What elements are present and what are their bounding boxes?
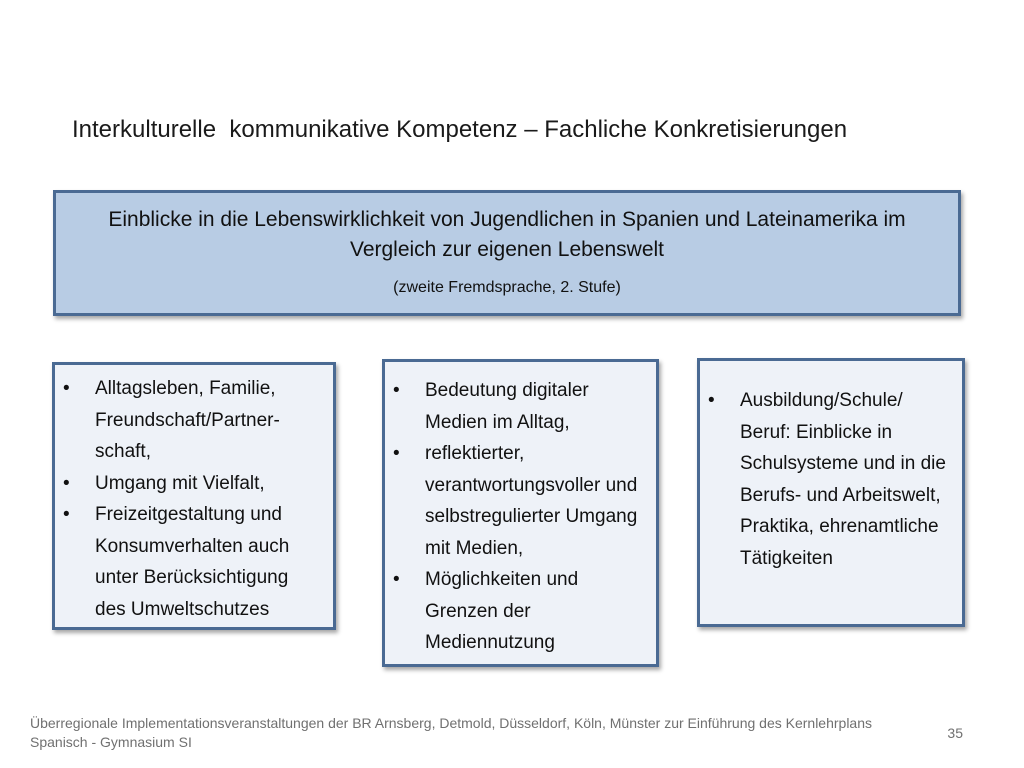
bullet-point: • — [63, 504, 70, 525]
list-item — [55, 373, 321, 468]
content-card-3 — [697, 358, 965, 627]
list-item-text: Möglichkeiten und Grenzen der Mediennutzung — [425, 569, 579, 653]
content-card-1 — [52, 362, 336, 630]
list-item — [55, 468, 321, 500]
topic-header-box — [53, 190, 961, 316]
slide-title: Interkulturelle kommunikative Kompetenz – Fachliche Konkretisierungen — [72, 116, 848, 143]
list-item-text: Umgang mit Vielfalt, — [95, 472, 265, 494]
list-item — [385, 438, 646, 564]
list-item-text: Alltagsleben, Familie, Freundschaft/Partner-schaft, — [95, 378, 280, 462]
bullet-list-2 — [385, 375, 646, 659]
list-item — [385, 375, 646, 438]
page-number: 35 — [947, 725, 963, 741]
list-item-text: reflektierter, verantwortungsvoller und selbstregulierter Umgang mit Medien, — [425, 443, 638, 559]
bullet-point: • — [393, 569, 400, 590]
bullet-point: • — [393, 380, 400, 401]
topic-header-text: Einblicke in die Lebenswirklichkeit von Jugendlichen in Spanien und Lateinamerika im Vergleich zur eigenen Lebenswelt — [108, 208, 906, 261]
bullet-point: • — [63, 472, 70, 494]
bullet-list-3 — [700, 385, 950, 574]
list-item — [55, 499, 321, 625]
bullet-point: • — [708, 390, 715, 411]
list-item — [700, 385, 950, 574]
list-item-text: Freizeitgestaltung und Konsumverhalten auch unter Berücksichtigung des Umweltschutzes — [95, 504, 290, 620]
list-item-text: Ausbildung/Schule/ Beruf: Einblicke in Schulsysteme und in die Berufs- und Arbeitswelt, Praktika, ehrenamtliche Tätigkeiten — [740, 390, 946, 569]
content-card-2 — [382, 359, 659, 667]
bullet-list-1 — [55, 373, 321, 625]
list-item — [385, 564, 646, 659]
topic-header-subtitle: (zweite Fremdsprache, 2. Stufe) — [393, 279, 621, 296]
bullet-point: • — [393, 443, 400, 464]
bullet-point: • — [63, 378, 70, 399]
list-item-text: Bedeutung digitaler Medien im Alltag, — [425, 380, 589, 433]
footer-text: Überregionale Implementationsveranstaltungen der BR Arnsberg, Detmold, Düsseldorf, Köln, Münster zur Einführung des Kernlehrplans Spanisch - Gymnasium SI — [30, 715, 873, 750]
